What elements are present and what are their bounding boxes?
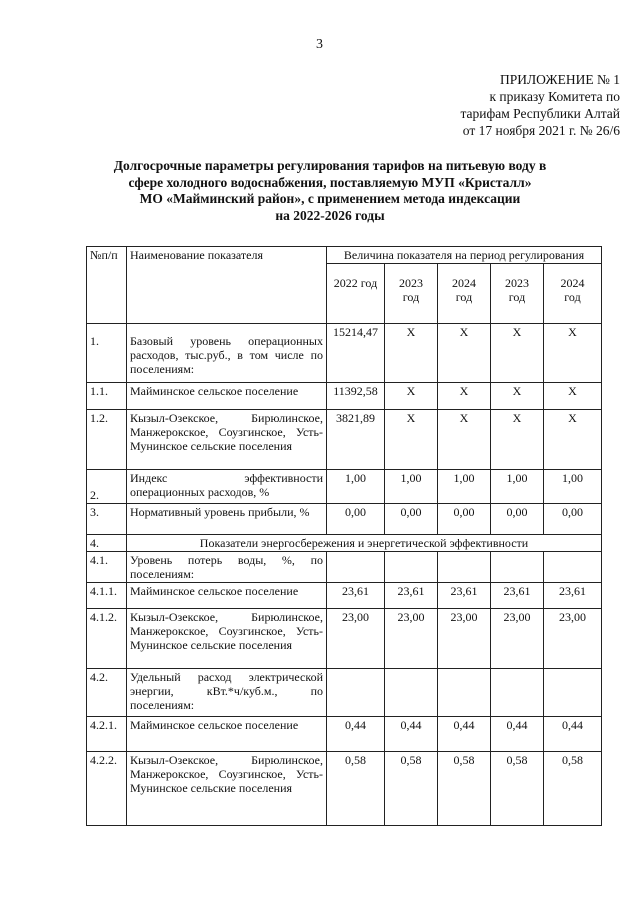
row-number: 4.1. bbox=[87, 552, 127, 583]
row-name: Майминское сельское поселение bbox=[127, 583, 327, 609]
section-row bbox=[87, 535, 602, 552]
row-name: Нормативный уровень прибыли, % bbox=[127, 504, 327, 535]
cell-value bbox=[438, 552, 491, 583]
cell-value: 0,44 bbox=[491, 717, 544, 752]
cell-value: Х bbox=[385, 324, 438, 383]
row-number: 4.1.2. bbox=[87, 609, 127, 669]
header-period: Величина показателя на период регулирования bbox=[327, 247, 602, 264]
cell-value: 23,00 bbox=[327, 609, 385, 669]
cell-value: 0,44 bbox=[327, 717, 385, 752]
row-number: 1.1. bbox=[87, 383, 127, 410]
cell-value: 23,00 bbox=[544, 609, 602, 669]
title-line: Долгосрочные параметры регулирования тарифов на питьевую воду в bbox=[113, 158, 547, 173]
cell-value bbox=[327, 552, 385, 583]
cell-value bbox=[438, 669, 491, 717]
page-number: 3 bbox=[316, 37, 323, 52]
table-row bbox=[87, 324, 602, 383]
cell-value: 0,58 bbox=[544, 752, 602, 826]
cell-value: Х bbox=[491, 324, 544, 383]
row-name: Кызыл-Озекское, Бирюлинское, Манжерокское, Соузгинское, Усть-Мунинское сельские поселения bbox=[127, 752, 327, 826]
cell-value: 3821,89 bbox=[327, 410, 385, 470]
table-row bbox=[87, 470, 602, 504]
row-name: Майминское сельское поселение bbox=[127, 383, 327, 410]
parameters-table bbox=[86, 246, 602, 826]
cell-value bbox=[544, 669, 602, 717]
row-number: 4.2.2. bbox=[87, 752, 127, 826]
table-row bbox=[87, 752, 602, 826]
cell-value: Х bbox=[491, 383, 544, 410]
table-row bbox=[87, 717, 602, 752]
title-line: МО «Майминский район», с применением метода индексации bbox=[139, 191, 521, 206]
cell-value: Х bbox=[544, 383, 602, 410]
appendix-line: от 17 ноября 2021 г. № 26/6 bbox=[462, 123, 620, 138]
cell-value bbox=[385, 552, 438, 583]
row-number: 4.2.1. bbox=[87, 717, 127, 752]
table-row bbox=[87, 504, 602, 535]
cell-value: 0,44 bbox=[385, 717, 438, 752]
appendix-line: тарифам Республики Алтай bbox=[460, 106, 620, 121]
title-line: на 2022-2026 годы bbox=[275, 207, 385, 223]
cell-value: Х bbox=[544, 324, 602, 383]
table-row bbox=[87, 552, 602, 583]
row-name: Майминское сельское поселение bbox=[127, 717, 327, 752]
row-name: Базовый уровень операционных расходов, тыс.руб., в том числе по поселениям: bbox=[127, 324, 327, 383]
appendix-line: к приказу Комитета по bbox=[489, 89, 620, 104]
row-name: Индекс эффективности операционных расходов, % bbox=[127, 470, 327, 504]
table-row bbox=[87, 609, 602, 669]
cell-value bbox=[327, 669, 385, 717]
cell-value: 0,00 bbox=[385, 504, 438, 535]
cell-value: 0,58 bbox=[385, 752, 438, 826]
header-no: №п/п bbox=[87, 247, 127, 324]
title-line: сфере холодного водоснабжения, поставляемую МУП «Кристалл» bbox=[128, 174, 532, 190]
table-row bbox=[87, 410, 602, 470]
cell-value: 0,58 bbox=[438, 752, 491, 826]
cell-value: 0,00 bbox=[491, 504, 544, 535]
cell-value: Х bbox=[438, 410, 491, 470]
year-header: 2024 год bbox=[438, 264, 491, 324]
row-number: 3. bbox=[87, 504, 127, 535]
cell-value: 1,00 bbox=[544, 470, 602, 504]
cell-value: 23,00 bbox=[385, 609, 438, 669]
row-number: 1.2. bbox=[87, 410, 127, 470]
cell-value: 23,61 bbox=[327, 583, 385, 609]
row-number: 4. bbox=[87, 535, 127, 552]
row-number: 4.2. bbox=[87, 669, 127, 717]
year-header: 2023 год bbox=[385, 264, 438, 324]
table-row bbox=[87, 583, 602, 609]
cell-value: 0,44 bbox=[438, 717, 491, 752]
row-number: 4.1.1. bbox=[87, 583, 127, 609]
cell-value: 0,44 bbox=[544, 717, 602, 752]
cell-value: 15214,47 bbox=[327, 324, 385, 383]
cell-value: 23,61 bbox=[438, 583, 491, 609]
cell-value: 0,00 bbox=[544, 504, 602, 535]
year-header: 2024 год bbox=[544, 264, 602, 324]
cell-value: Х bbox=[438, 383, 491, 410]
cell-value: 0,58 bbox=[491, 752, 544, 826]
cell-value: 23,61 bbox=[385, 583, 438, 609]
cell-value: 1,00 bbox=[491, 470, 544, 504]
cell-value: 0,58 bbox=[327, 752, 385, 826]
cell-value: Х bbox=[438, 324, 491, 383]
cell-value bbox=[491, 552, 544, 583]
cell-value: 0,00 bbox=[438, 504, 491, 535]
cell-value: 1,00 bbox=[385, 470, 438, 504]
cell-value: 23,61 bbox=[544, 583, 602, 609]
cell-value: Х bbox=[544, 410, 602, 470]
row-name: Кызыл-Озекское, Бирюлинское, Манжерокское, Соузгинское, Усть-Мунинское сельские поселения bbox=[127, 410, 327, 470]
cell-value: Х bbox=[491, 410, 544, 470]
table-header-row bbox=[87, 247, 602, 264]
header-name: Наименование показателя bbox=[127, 247, 327, 324]
cell-value bbox=[491, 669, 544, 717]
cell-value: Х bbox=[385, 410, 438, 470]
table-row bbox=[87, 383, 602, 410]
year-header: 2022 год bbox=[327, 264, 385, 324]
cell-value: 0,00 bbox=[327, 504, 385, 535]
row-name: Удельный расход электрической энергии, кВт.*ч/куб.м., по поселениям: bbox=[127, 669, 327, 717]
document-title bbox=[60, 158, 600, 224]
year-header: 2023 год bbox=[491, 264, 544, 324]
cell-value: 11392,58 bbox=[327, 383, 385, 410]
table-row bbox=[87, 669, 602, 717]
section-label: Показатели энергосбережения и энергетической эффективности bbox=[127, 535, 602, 552]
row-name: Уровень потерь воды, %, по поселениям: bbox=[127, 552, 327, 583]
row-number: 2. bbox=[87, 470, 127, 504]
cell-value: 23,00 bbox=[491, 609, 544, 669]
cell-value: 1,00 bbox=[438, 470, 491, 504]
row-name: Кызыл-Озекское, Бирюлинское, Манжерокское, Соузгинское, Усть-Мунинское сельские поселения bbox=[127, 609, 327, 669]
cell-value: 23,00 bbox=[438, 609, 491, 669]
cell-value: 23,61 bbox=[491, 583, 544, 609]
row-number: 1. bbox=[87, 324, 127, 383]
appendix-block bbox=[400, 71, 620, 139]
appendix-title: ПРИЛОЖЕНИЕ № 1 bbox=[499, 72, 620, 87]
cell-value: 1,00 bbox=[327, 470, 385, 504]
cell-value bbox=[544, 552, 602, 583]
cell-value bbox=[385, 669, 438, 717]
cell-value: Х bbox=[385, 383, 438, 410]
